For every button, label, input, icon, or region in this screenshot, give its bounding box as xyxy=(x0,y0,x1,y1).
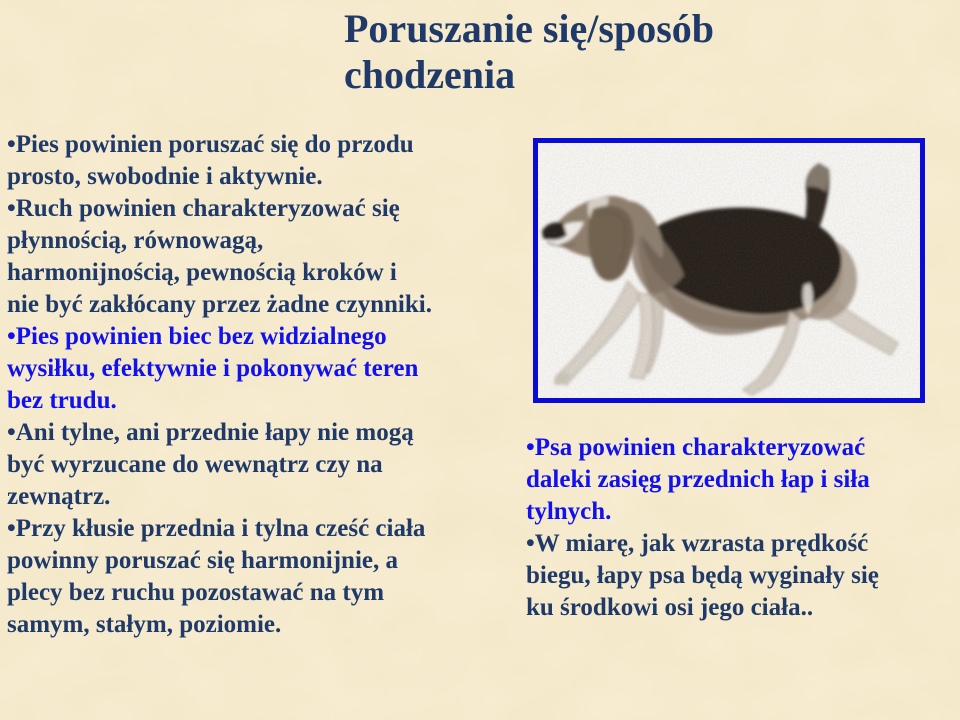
text-line: •Pies powinien poruszać się do przodu xyxy=(7,131,414,158)
text-line: •Psa powinien charakteryzować xyxy=(526,434,866,461)
text-line: •Ruch powinien charakteryzować się xyxy=(7,195,400,222)
text-line: biegu, łapy psa będą wyginały się xyxy=(526,562,879,589)
text-line: •Przy kłusie przednia i tylna cześć ciała xyxy=(7,515,426,542)
text-line: prosto, swobodnie i aktywnie. xyxy=(7,163,323,190)
text-line: powinny poruszać się harmonijnie, a xyxy=(7,547,399,574)
left-text-column xyxy=(7,129,432,641)
text-line: nie być zakłócany przez żadne czynniki. xyxy=(7,291,432,318)
bullet-paragraph xyxy=(526,528,879,624)
right-text-column xyxy=(526,432,879,624)
photo-grain-overlay xyxy=(538,143,920,398)
text-line: •W miarę, jak wzrasta prędkość xyxy=(526,530,869,557)
title-line-1: Poruszanie się/sposób xyxy=(344,6,715,51)
bullet-paragraph xyxy=(7,417,432,513)
text-line: tylnych. xyxy=(526,498,612,525)
text-line: bez trudu. xyxy=(7,387,117,414)
beagle-photo-frame xyxy=(533,138,925,403)
text-line: ku środkowi osi jego ciała.. xyxy=(526,594,814,621)
beagle-photo xyxy=(538,143,920,398)
text-line: •Ani tylne, ani przednie łapy nie mogą xyxy=(7,419,414,446)
bullet-paragraph xyxy=(526,432,879,528)
text-line: być wyrzucane do wewnątrz czy na xyxy=(7,451,383,478)
bullet-paragraph xyxy=(7,321,432,417)
text-line: samym, stałym, poziomie. xyxy=(7,611,282,638)
text-line: wysiłku, efektywnie i pokonywać teren xyxy=(7,355,419,382)
title-line-2: chodzenia xyxy=(344,52,516,97)
bullet-paragraph xyxy=(7,193,432,321)
slide-title xyxy=(344,6,714,98)
text-line: zewnątrz. xyxy=(7,483,111,510)
bullet-paragraph xyxy=(7,513,432,641)
text-line: •Pies powinien biec bez widzialnego xyxy=(7,323,387,350)
text-line: harmonijnością, pewnością kroków i xyxy=(7,259,397,286)
bullet-paragraph xyxy=(7,129,432,193)
text-line: płynnością, równowagą, xyxy=(7,227,264,254)
text-line: daleki zasięg przednich łap i siła xyxy=(526,466,870,493)
text-line: plecy bez ruchu pozostawać na tym xyxy=(7,579,385,606)
